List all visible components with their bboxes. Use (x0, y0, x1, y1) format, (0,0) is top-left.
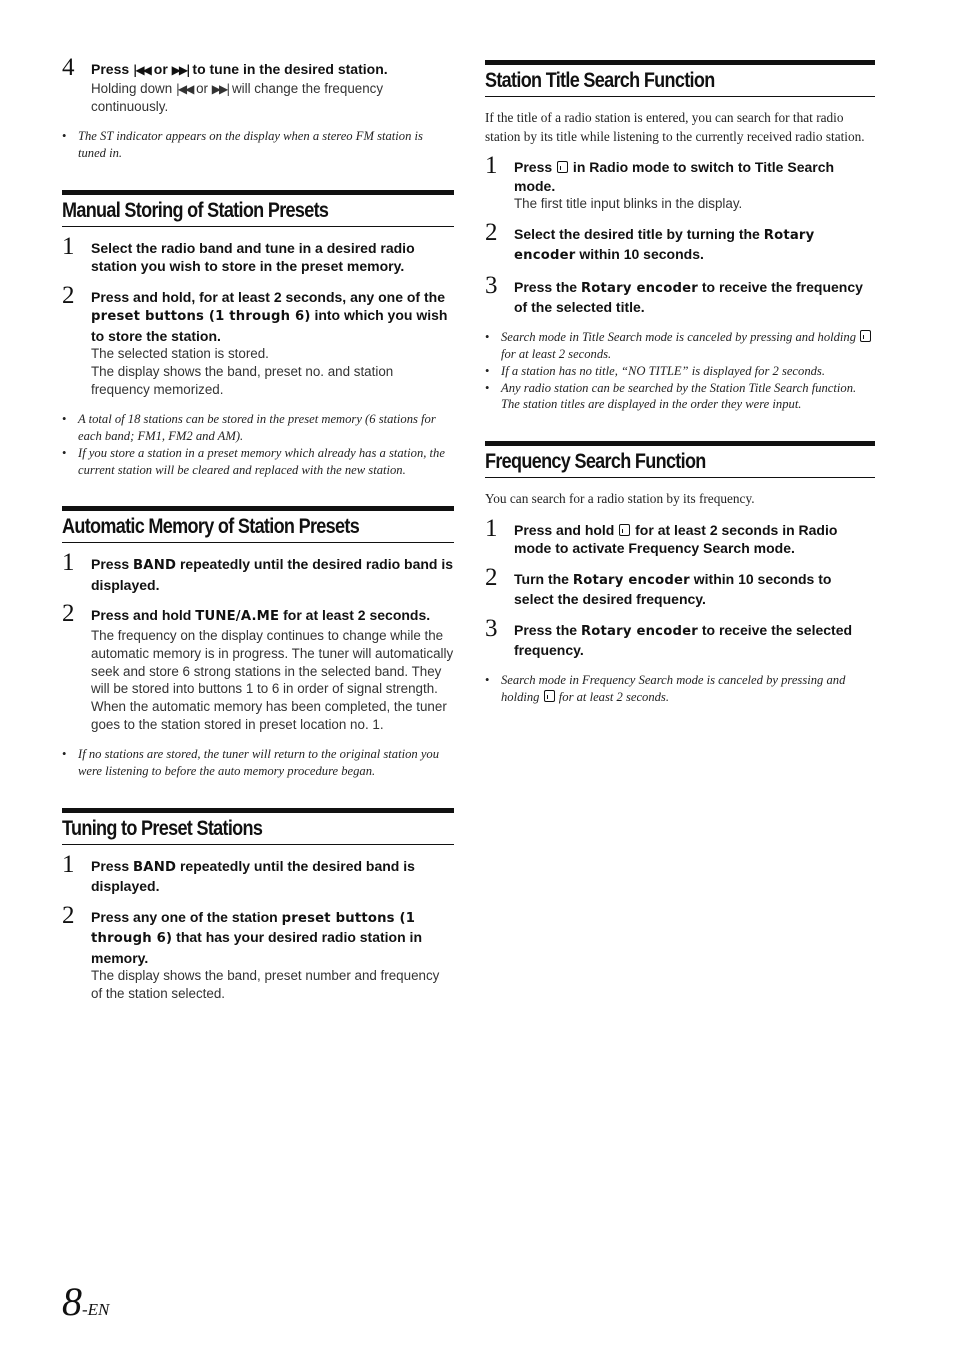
keyword: preset buttons (1 through 6) (91, 309, 311, 325)
keyword: BAND (133, 859, 177, 875)
step-1 (485, 152, 875, 213)
search-button-icon (557, 161, 568, 173)
section-title: Tuning to Preset Stations (62, 816, 263, 840)
step-number: 3 (485, 614, 498, 642)
next-track-icon: ▶▶| (211, 81, 229, 96)
step-number: 2 (485, 218, 498, 246)
keyword: BAND (133, 558, 177, 574)
step-1 (62, 232, 454, 276)
note: • If a station has no title, “NO TITLE” is displayed for 2 seconds. (485, 363, 875, 380)
section-header (485, 60, 875, 97)
notes-list (62, 411, 454, 479)
search-button-icon (860, 330, 871, 342)
step-description: The first title input blinks in the display. (514, 196, 743, 211)
section-intro: You can search for a radio station by its frequency. (485, 491, 755, 507)
note: • A total of 18 stations can be stored in the preset memory (6 stations for each band; FM1, FM2 and AM). (62, 411, 454, 445)
step-instruction: Select the radio band and tune in a desired radio station you wish to store in the preset memory. (91, 239, 415, 275)
step-2 (485, 563, 875, 609)
step-number: 1 (485, 152, 498, 179)
note: • Search mode in Frequency Search mode is canceled by pressing and holding for at least 2 seconds. (485, 672, 875, 706)
keyword: preset buttons (1 through 6) (91, 910, 416, 947)
step-description: The display shows the band, preset number and frequency of the station selected. (91, 968, 440, 1001)
note: • If no stations are stored, the tuner will return to the original station you were listening to before the auto memory procedure began. (62, 746, 454, 780)
step-4 (62, 54, 454, 116)
page-number: 8-EN (62, 1279, 110, 1324)
step-instruction: Turn the Rotary encoder within 10 seconds to select the desired frequency. (514, 570, 832, 608)
step-description: Holding down |◀◀ or ▶▶| will change the frequency continuously. (91, 80, 384, 115)
step-1 (485, 514, 875, 558)
left-column (62, 54, 454, 1015)
step-number: 1 (62, 549, 75, 577)
step-number: 2 (62, 600, 75, 628)
step-instruction: Press any one of the station preset buttons (1 through 6) that has your desired radio station in memory. (91, 908, 422, 966)
step-1 (62, 850, 454, 896)
step-description: When the automatic memory has been completed, the tuner goes to the station stored in preset location no. 1. (91, 699, 447, 732)
step-instruction: Press the Rotary encoder to receive the selected frequency. (514, 621, 853, 659)
section-title: Station Title Search Function (485, 69, 715, 92)
step-number: 2 (62, 281, 75, 309)
note: • The ST indicator appears on the display when a stereo FM station is tuned in. (62, 128, 454, 162)
section-header (62, 506, 454, 543)
step-2 (62, 600, 454, 733)
step-description: The frequency on the display continues to change while the automatic memory is in progress. The tuner will automatically seek and store 6 strong stations in the selected band. They will be stored into buttons 1 to 6 in order of signal strength. (91, 627, 454, 697)
search-button-icon (619, 524, 630, 536)
step-3 (485, 614, 875, 660)
step-number: 1 (62, 850, 75, 878)
note: • Any radio station can be searched by the Station Title Search function. The station titles are displayed in the order they were input. (485, 380, 875, 414)
step-instruction: Press the Rotary encoder to receive the frequency of the selected title. (514, 278, 863, 316)
notes-list (62, 746, 454, 780)
step-3 (485, 271, 875, 317)
step-number: 1 (62, 232, 75, 260)
step-2 (62, 901, 454, 1003)
keyword: Rotary encoder (580, 280, 698, 296)
step-number: 3 (485, 271, 498, 299)
section-title: Frequency Search Function (485, 450, 706, 474)
keyword: Rotary encoder (514, 227, 815, 264)
note: • If you store a station in a preset memory which already has a station, the current station will be cleared and replaced with the new station. (62, 445, 454, 479)
step-description: The selected station is stored. (91, 346, 269, 362)
step-description: The display shows the band, preset no. and station frequency memorized. (91, 364, 394, 397)
step-instruction: Press in Radio mode to switch to Title Search mode. (514, 159, 835, 194)
section-title: Manual Storing of Station Presets (62, 198, 329, 222)
step-instruction: Press and hold TUNE/A.ME for at least 2 seconds. (91, 607, 431, 625)
step-instruction: Press |◀◀ or ▶▶| to tune in the desired station. (91, 61, 388, 77)
step-instruction: Press BAND repeatedly until the desired band is displayed. (91, 857, 415, 895)
step-instruction: Press BAND repeatedly until the desired radio band is displayed. (91, 556, 454, 593)
search-button-icon (544, 690, 555, 702)
notes-list (62, 128, 454, 162)
previous-track-icon: |◀◀ (133, 63, 150, 77)
step-2 (485, 218, 875, 266)
previous-track-icon: |◀◀ (175, 81, 193, 96)
keyword: Rotary encoder (580, 623, 698, 639)
step-number: 4 (62, 54, 75, 81)
notes-list (485, 672, 875, 706)
step-instruction: Select the desired title by turning the Rotary encoder within 10 seconds. (514, 225, 815, 264)
keyword: TUNE/A.ME (195, 609, 280, 625)
section-header (485, 441, 875, 478)
notes-list (485, 329, 875, 414)
step-number: 2 (62, 901, 75, 929)
step-instruction: Press and hold for at least 2 seconds in Radio mode to activate Frequency Search mode. (514, 521, 838, 557)
section-header (62, 190, 454, 227)
next-track-icon: ▶▶| (171, 63, 189, 77)
step-2 (62, 281, 454, 399)
section-header (62, 808, 454, 845)
section-intro: If the title of a radio station is entered, you can search for that radio station by its title while listening to the currently received radio station. (485, 110, 865, 144)
section-title: Automatic Memory of Station Presets (62, 515, 360, 539)
step-number: 2 (485, 563, 498, 591)
keyword: Rotary encoder (572, 572, 690, 588)
step-1 (62, 549, 454, 594)
step-number: 1 (485, 514, 498, 542)
step-instruction: Press and hold, for at least 2 seconds, any one of the preset buttons (1 through 6) into which you wish to store the station. (91, 288, 448, 344)
note: • Search mode in Title Search mode is canceled by pressing and holding for at least 2 seconds. (485, 329, 875, 363)
right-column (485, 60, 875, 728)
